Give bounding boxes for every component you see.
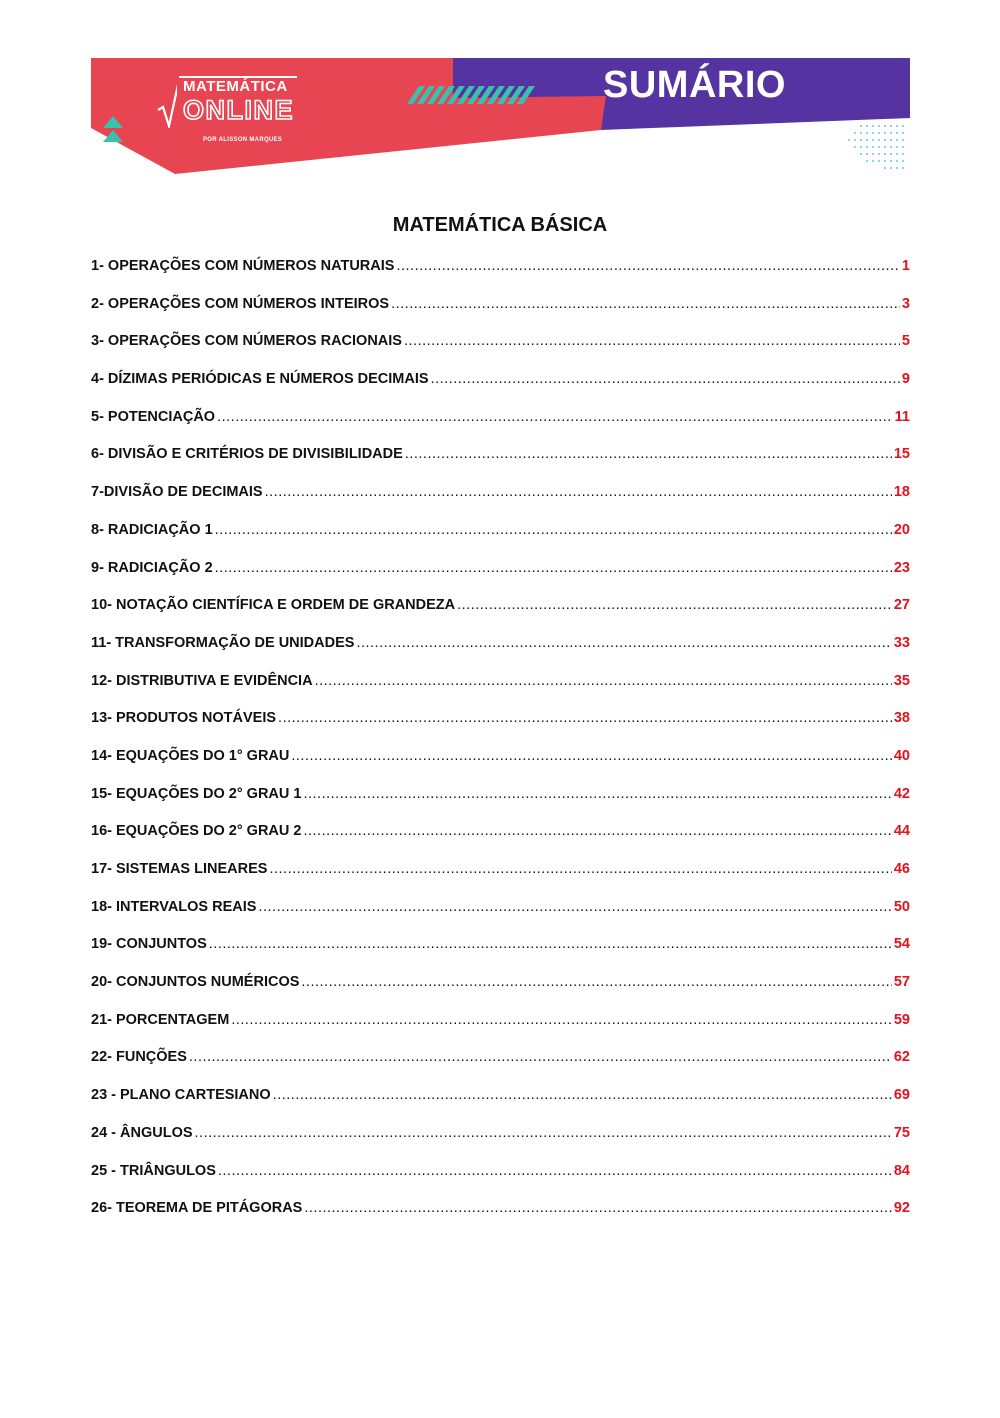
toc-dot-leader: [405, 446, 892, 462]
toc-entry[interactable]: [91, 1087, 910, 1125]
toc-entry-page-number: 50: [893, 898, 910, 915]
toc-entry-page-number: 75: [893, 1124, 910, 1141]
header-banner: [91, 58, 910, 176]
toc-dot-leader: [303, 823, 891, 839]
toc-entry[interactable]: [91, 446, 910, 484]
toc-entry[interactable]: [91, 1200, 910, 1238]
logo-line-1: MATEMÁTICA: [183, 78, 288, 95]
toc-entry-label: 9- RADICIAÇÃO 2: [91, 559, 213, 576]
toc-entry[interactable]: [91, 673, 910, 711]
toc-entry-page-number: 42: [893, 785, 910, 802]
toc-dot-leader: [278, 710, 892, 726]
toc-entry-page-number: 54: [893, 936, 910, 953]
toc-entry[interactable]: [91, 899, 910, 937]
toc-dot-leader: [265, 484, 892, 500]
toc-dot-leader: [231, 1012, 892, 1028]
toc-entry-label: 15- EQUAÇÕES DO 2° GRAU 1: [91, 785, 302, 802]
toc-entry-label: 26- TEOREMA DE PITÁGORAS: [91, 1200, 303, 1217]
toc-dot-leader: [457, 597, 892, 613]
toc-entry-label: 23 - PLANO CARTESIANO: [91, 1087, 271, 1104]
toc-dot-leader: [431, 371, 900, 387]
toc-dot-leader: [215, 522, 892, 538]
toc-entry-label: 20- CONJUNTOS NUMÉRICOS: [91, 974, 300, 991]
toc-entry[interactable]: [91, 258, 910, 296]
toc-entry[interactable]: [91, 560, 910, 598]
toc-entry[interactable]: [91, 409, 910, 447]
toc-entry-page-number: 44: [893, 823, 910, 840]
toc-entry[interactable]: [91, 1012, 910, 1050]
toc-entry-page-number: 69: [893, 1087, 910, 1104]
toc-entry-label: 4- DÍZIMAS PERIÓDICAS E NÚMEROS DECIMAIS: [91, 371, 429, 388]
toc-entry[interactable]: [91, 936, 910, 974]
toc-entry[interactable]: [91, 786, 910, 824]
toc-dot-leader: [356, 635, 891, 651]
toc-entry-page-number: 27: [893, 597, 910, 614]
toc-entry-label: 19- CONJUNTOS: [91, 936, 207, 953]
toc-entry-label: 17- SISTEMAS LINEARES: [91, 861, 268, 877]
toc-entry-page-number: 57: [893, 974, 910, 991]
toc-dot-leader: [258, 899, 891, 915]
toc-dot-leader: [218, 1163, 892, 1179]
toc-dot-leader: [273, 1087, 892, 1103]
toc-dot-leader: [215, 560, 892, 576]
toc-entry-label: 18- INTERVALOS REAIS: [91, 898, 257, 915]
toc-entry-page-number: 23: [893, 559, 910, 576]
toc-dot-leader: [391, 296, 900, 312]
toc-dot-leader: [396, 258, 899, 274]
toc-entry-label: 25 - TRIÂNGULOS: [91, 1162, 216, 1179]
toc-entry[interactable]: [91, 597, 910, 635]
toc-entry-page-number: 35: [893, 672, 910, 689]
toc-entry[interactable]: [91, 710, 910, 748]
toc-dot-leader: [217, 409, 893, 425]
toc-entry-label: 5- POTENCIAÇÃO: [91, 408, 216, 425]
dot-pattern-icon: [848, 125, 904, 169]
toc-entry-label: 7-DIVISÃO DE DECIMAIS: [91, 484, 263, 501]
toc-entry[interactable]: [91, 296, 910, 334]
toc-entry-label: 24 - ÂNGULOS: [91, 1124, 193, 1141]
toc-entry[interactable]: [91, 974, 910, 1012]
toc-entry-label: 22- FUNÇÕES: [91, 1049, 187, 1066]
toc-entry-page-number: 46: [893, 861, 910, 877]
toc-entry-page-number: 1: [901, 258, 910, 274]
toc-entry[interactable]: [91, 1049, 910, 1087]
toc-entry-page-number: 38: [893, 710, 910, 727]
toc-entry-label: 12- DISTRIBUTIVA E EVIDÊNCIA: [91, 672, 313, 689]
toc-entry[interactable]: [91, 333, 910, 371]
toc-dot-leader: [301, 974, 891, 990]
page-title: SUMÁRIO: [603, 64, 786, 106]
square-root-icon: [157, 80, 177, 128]
toc-entry[interactable]: [91, 522, 910, 560]
toc-dot-leader: [291, 748, 891, 764]
toc-entry-page-number: 15: [893, 446, 910, 463]
toc-entry-label: 8- RADICIAÇÃO 1: [91, 521, 213, 538]
toc-entry-label: 21- PORCENTAGEM: [91, 1011, 230, 1028]
toc-entry-label: 11- TRANSFORMAÇÃO DE UNIDADES: [91, 634, 355, 651]
toc-entry-label: 3- OPERAÇÕES COM NÚMEROS RACIONAIS: [91, 333, 402, 350]
toc-dot-leader: [195, 1125, 892, 1141]
toc-entry-page-number: 84: [893, 1162, 910, 1179]
toc-dot-leader: [269, 861, 891, 877]
toc-entry[interactable]: [91, 1125, 910, 1163]
toc-entry-page-number: 5: [901, 333, 910, 350]
toc-entry[interactable]: [91, 371, 910, 409]
toc-entry[interactable]: [91, 861, 910, 899]
toc-dot-leader: [304, 1200, 892, 1216]
toc-entry-page-number: 11: [894, 408, 910, 425]
toc-entry-page-number: 59: [893, 1011, 910, 1028]
logo-line-2: ONLINE: [183, 95, 295, 125]
toc-entry-label: 13- PRODUTOS NOTÁVEIS: [91, 710, 277, 727]
toc-dot-leader: [404, 333, 900, 349]
toc-entry-label: 10- NOTAÇÃO CIENTÍFICA E ORDEM DE GRANDEZA: [91, 597, 456, 614]
toc-entry-page-number: 40: [893, 747, 910, 764]
toc-entry-label: 14- EQUAÇÕES DO 1° GRAU: [91, 747, 290, 764]
toc-entry-page-number: 3: [901, 295, 910, 312]
toc-entry-label: 16- EQUAÇÕES DO 2° GRAU 2: [91, 823, 302, 840]
toc-entry[interactable]: [91, 484, 910, 522]
toc-entry[interactable]: [91, 1163, 910, 1201]
toc-entry[interactable]: [91, 635, 910, 673]
toc-entry-page-number: 9: [901, 371, 910, 388]
toc-entry-label: 2- OPERAÇÕES COM NÚMEROS INTEIROS: [91, 295, 390, 312]
toc-entry-page-number: 33: [893, 634, 910, 651]
section-title: MATEMÁTICA BÁSICA: [392, 214, 608, 236]
toc-entry-label: 1- OPERAÇÕES COM NÚMEROS NATURAIS: [91, 258, 395, 274]
toc-entry[interactable]: [91, 748, 910, 786]
toc-entry-page-number: 92: [893, 1200, 910, 1217]
toc-dot-leader: [315, 673, 892, 689]
toc-entry[interactable]: [91, 823, 910, 861]
toc-entry-page-number: 18: [893, 484, 910, 501]
toc-dot-leader: [189, 1049, 892, 1065]
toc-entry-page-number: 20: [893, 521, 910, 538]
logo-byline: POR ALISSON MARQUES: [203, 137, 283, 143]
toc-entry-page-number: 62: [893, 1049, 910, 1066]
toc-dot-leader: [209, 936, 892, 952]
toc-dot-leader: [303, 786, 891, 802]
table-of-contents: [91, 258, 910, 1238]
toc-entry-label: 6- DIVISÃO E CRITÉRIOS DE DIVISIBILIDADE: [91, 446, 403, 463]
